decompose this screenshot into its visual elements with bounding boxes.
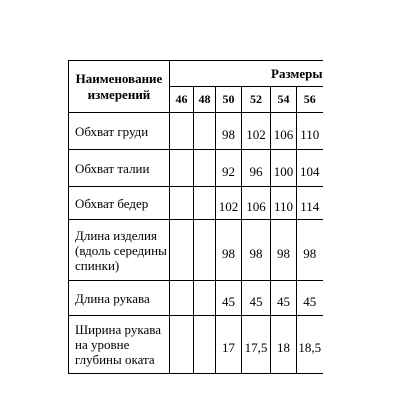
table-cell: [194, 113, 216, 150]
row-label-chest: [69, 113, 170, 150]
table-cell: 106: [242, 187, 271, 220]
table-cell: 102: [216, 187, 242, 220]
table-cell: 106: [271, 113, 297, 150]
table-cell: 45: [297, 281, 323, 316]
measurement-name-header-line2: измерений: [87, 86, 151, 102]
table-row-garment-length: [69, 220, 323, 281]
table-cell: 96: [242, 150, 271, 187]
sizes-header: Размеры: [170, 61, 323, 87]
row-label-line: глубины оката: [75, 352, 155, 367]
table-cell: 17,5: [242, 316, 271, 374]
table-cell: 45: [271, 281, 297, 316]
table-cell: 45: [242, 281, 271, 316]
table-cell: 18,5: [297, 316, 323, 374]
table-row-waist: [69, 150, 323, 187]
table-cell: [194, 150, 216, 187]
row-label-line: Обхват бедер: [75, 195, 149, 211]
table-cell: 92: [216, 150, 242, 187]
table-cell: 104: [297, 150, 323, 187]
row-label-waist: [69, 150, 170, 187]
table-row-sleeve-width: [69, 316, 323, 374]
table-cell: 18: [271, 316, 297, 374]
size-52: 52: [242, 87, 271, 113]
table-cell: 100: [271, 150, 297, 187]
row-label-sleeve-width: [69, 316, 170, 374]
table-cell: 110: [271, 187, 297, 220]
table-cell: [170, 316, 194, 374]
table-cell: 98: [216, 220, 242, 281]
row-label-line: спинки): [75, 257, 120, 273]
size-46: 46: [170, 87, 194, 113]
measurement-name-header-line1: Наименование: [75, 70, 163, 86]
table-cell: [194, 281, 216, 316]
row-label-line: (вдоль середины: [75, 242, 167, 258]
table-cell: 17: [216, 316, 242, 374]
size-56: 56: [297, 87, 323, 113]
size-50: 50: [216, 87, 242, 113]
row-label-line: Обхват талии: [75, 160, 150, 176]
row-label-hips: [69, 187, 170, 220]
size-chart-table: [68, 60, 323, 374]
table-cell: [170, 187, 194, 220]
table-cell: [194, 187, 216, 220]
table-row-hips: [69, 187, 323, 220]
row-label-line: Обхват груди: [75, 123, 149, 139]
row-label-garment-length: [69, 220, 170, 281]
table-cell: 114: [297, 187, 323, 220]
table-cell: [194, 316, 216, 374]
size-54: 54: [271, 87, 297, 113]
measurement-name-header: [69, 61, 170, 113]
table-cell: 98: [271, 220, 297, 281]
table-cell: 45: [216, 281, 242, 316]
table-cell: [194, 220, 216, 281]
table-cell: 98: [297, 220, 323, 281]
row-label-sleeve-length: [69, 281, 170, 316]
table-cell: [170, 281, 194, 316]
table-row-sleeve-length: [69, 281, 323, 316]
table-cell: [170, 113, 194, 150]
table-cell: 98: [216, 113, 242, 150]
row-label-line: Длина рукава: [75, 290, 150, 306]
table-cell: [170, 150, 194, 187]
table-header-row: [69, 61, 323, 87]
row-label-line: Ширина рукава: [75, 322, 161, 337]
table-cell: 102: [242, 113, 271, 150]
table-row-chest: [69, 113, 323, 150]
size-48: 48: [194, 87, 216, 113]
table-cell: [170, 220, 194, 281]
row-label-line: Длина изделия: [75, 227, 157, 243]
table-cell: 110: [297, 113, 323, 150]
table-cell: 98: [242, 220, 271, 281]
row-label-line: на уровне: [75, 337, 130, 352]
